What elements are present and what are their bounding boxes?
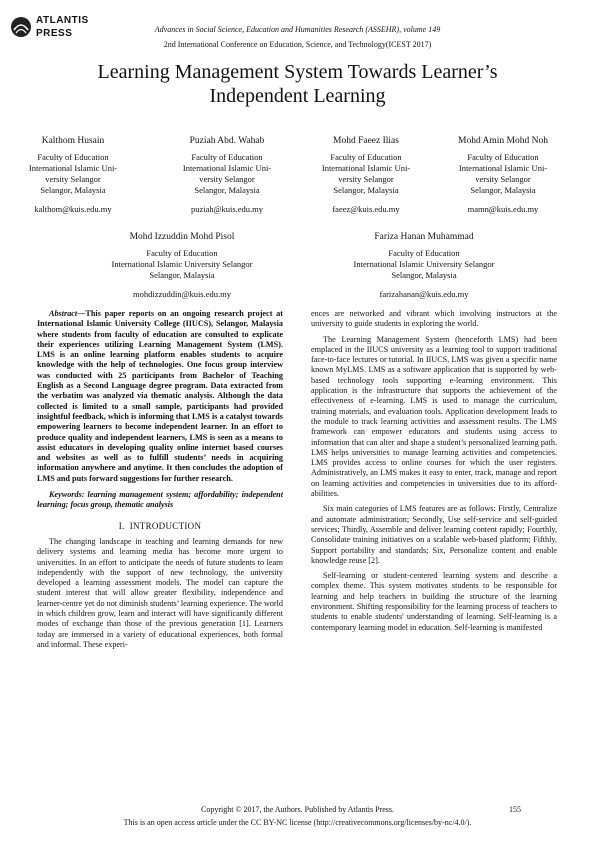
title-line1: Learning Management System Towards Learner’s bbox=[97, 61, 498, 83]
author-name: Kalthom Husain bbox=[41, 136, 105, 146]
author-email: mohdizzuddin@kuis.edu.my bbox=[132, 289, 231, 299]
page-number: 155 bbox=[509, 805, 521, 814]
author-affiliation: Faculty of Education bbox=[467, 152, 539, 162]
author-email: kalthom@kuis.edu.my bbox=[34, 204, 112, 214]
license-line: This is an open access article under the CC BY-NC license (http://creativecommons.org/licenses/by-nc/4.0/). bbox=[123, 818, 472, 827]
abstract bbox=[37, 309, 283, 484]
author-affiliation: Faculty of Education bbox=[388, 248, 460, 258]
author-affiliation: Selangor, Malaysia bbox=[40, 185, 106, 195]
conference-header: 2nd International Conference on Education, Science, and Technology(ICEST 2017) bbox=[163, 40, 432, 49]
author-email: farizahanan@kuis.edu.my bbox=[379, 289, 469, 299]
author-affiliation: versity Selangor bbox=[199, 174, 255, 184]
author-affiliation: Selangor, Malaysia bbox=[194, 185, 260, 195]
keywords-label: Keywords: bbox=[49, 490, 85, 500]
author-block bbox=[164, 136, 290, 215]
right-column bbox=[311, 309, 557, 638]
author-email: puziah@kuis.edu.my bbox=[190, 204, 264, 214]
copyright-line: Copyright © 2017, the Authors. Published by Atlantis Press. bbox=[201, 805, 394, 814]
author-affiliation: Selangor, Malaysia bbox=[391, 270, 457, 280]
body-paragraph: Six main categories of LMS features are as follows: Firstly, Centralize and automate administration; Secondly, Use self-service and self-guided services; Thirdly, Assemble and deliver learning content rapidly; Fourthly, Consolidate training initiatives on a scalable web-based platform; Fifthly, Support portability and standards; Six, Personalize content and enable knowledge reuse [2]. bbox=[311, 504, 557, 565]
author-block bbox=[303, 136, 429, 215]
author-email: faeez@kuis.edu.my bbox=[332, 204, 400, 214]
author-affiliation: Faculty of Education bbox=[146, 248, 218, 258]
abstract-label: Abstract bbox=[49, 309, 78, 318]
author-affiliation: International Islamic University Selangor bbox=[111, 259, 253, 269]
author-block bbox=[324, 232, 524, 300]
author-affiliation: International Islamic Uni- bbox=[182, 163, 272, 173]
author-block bbox=[82, 232, 282, 300]
author-affiliation: versity Selangor bbox=[338, 174, 394, 184]
section-number: I. bbox=[118, 520, 125, 531]
author-affiliation: International Islamic Uni- bbox=[321, 163, 411, 173]
author-name: Puziah Abd. Wahab bbox=[189, 136, 265, 146]
title-line2: Independent Learning bbox=[209, 85, 386, 107]
keywords bbox=[37, 490, 283, 511]
author-affiliation: Selangor, Malaysia bbox=[470, 185, 536, 195]
author-affiliation: International Islamic University Selangor bbox=[353, 259, 495, 269]
author-email: mamn@kuis.edu.my bbox=[467, 204, 539, 214]
body-paragraph: The Learning Management System (henceforth LMS) had been emplaced in the IIUCS university as a learning tool to support traditional face-to-face lectures or tutorial. In IIUCS, LMS was given a specific name known MyLMS. LMS as a software application that is supported by web-based technology tools supporting e-learning environment. This application is the infrastructure that supports the achievement of the effectiveness of e-learning. LMS is used to manage the curriculum, training materials, and evaluation tools. Application development leads to the module to track learning activities and assessment results. The LMS framework can empower educators and students using access to information that can alter and shape a student’s personalized learning path. LMS helps universities to manage learning activities and competencies. LMS provides access to online courses for which the user registers. Administratively, an LMS makes it easy to enter, track, manage and report on learning activities and competencies in universities due to its afford-abilities. bbox=[311, 334, 557, 499]
author-block bbox=[440, 136, 566, 215]
keywords-text: learning management system; affordability; independent learning; focus group, thematic analysis bbox=[37, 490, 283, 510]
abstract-text: —This paper reports on an ongoing research project at International Islamic University College (IIUCS), Selangor, Malaysia where students from faculty of education are consulted to explicate their experiences utilizing Learning Management System (LMS). LMS is an online learning platform enables students to acquire knowledge with the help of technologies. One focus group interview was conducted with 25 participants from Bachelor of Teaching English as a Second Language degree program. Data extracted from the verbatim was analyzed via thematic analysis. Although the data collected is limited to a small sample, participants had provided insightful feedback, which is informing that LMS is a catalyst towards empowering learners to become independent learner. In an effort to produce quality and independent learners, LMS is seen as a means to assist educators in developing quality online internet based courses and websites as well as to fulfill students’ needs in acquiring information anywhere and anytime. It then concludes the adoption of LMS and puts forward suggestions for further research. bbox=[37, 309, 283, 483]
author-affiliation: Faculty of Education bbox=[37, 152, 109, 162]
logo-text-line2: PRESS bbox=[36, 28, 73, 39]
author-affiliation: International Islamic Uni- bbox=[458, 163, 548, 173]
author-affiliation: versity Selangor bbox=[475, 174, 531, 184]
author-affiliation: Selangor, Malaysia bbox=[149, 270, 215, 280]
author-name: Mohd Izzuddin Mohd Pisol bbox=[129, 232, 235, 242]
author-affiliation: Faculty of Education bbox=[330, 152, 402, 162]
author-affiliation: Selangor, Malaysia bbox=[333, 185, 399, 195]
author-name: Fariza Hanan Muhammad bbox=[374, 232, 474, 242]
body-paragraph: The changing landscape in teaching and learning demands for new delivery systems and learning media has become more urgent to universities. In an effort to anticipate the needs of future students to learn independently with the support of new technology, the university developed a learning assessment models. The model can capture the student interest that will allow greater flexibility, independence and learner-centre yet do not diminish students’ learning experience. The world in which children grow, learn and interact will have significantly different modes of exchange than those of the previous generation [1]. Learners today are immersed in a variety of educational experiences, both formal and informal. These experi- bbox=[37, 536, 283, 649]
author-name: Mohd Faeez Ilias bbox=[333, 136, 399, 146]
section-title: INTRODUCTION bbox=[129, 520, 202, 531]
author-affiliation: Faculty of Education bbox=[191, 152, 263, 162]
author-affiliation: International Islamic Uni- bbox=[28, 163, 118, 173]
journal-header: Advances in Social Science, Education and Humanities Research (ASSEHR), volume 149 bbox=[154, 25, 441, 34]
paper-title bbox=[40, 60, 555, 108]
section-heading bbox=[37, 521, 283, 531]
body-paragraph: Self-learning or student-centered learning system and describe a complex theme. This system motivates students to be responsible for learning and help teachers in building the structure of the learning environment. Shifting responsibility for the learning process of teachers to students to enable students' understanding of learning. Self-learning is a contemporary learning model in education. Self-learning is manifested bbox=[311, 571, 557, 632]
body-paragraph: ences are networked and vibrant which involving instructors at the university to guide students in exploring the world. bbox=[311, 309, 557, 329]
left-column bbox=[37, 309, 283, 655]
author-affiliation: versity Selangor bbox=[45, 174, 101, 184]
logo-text-line1: ATLANTIS bbox=[36, 15, 89, 26]
author-name: Mohd Amin Mohd Noh bbox=[458, 136, 548, 146]
author-block bbox=[10, 136, 136, 215]
